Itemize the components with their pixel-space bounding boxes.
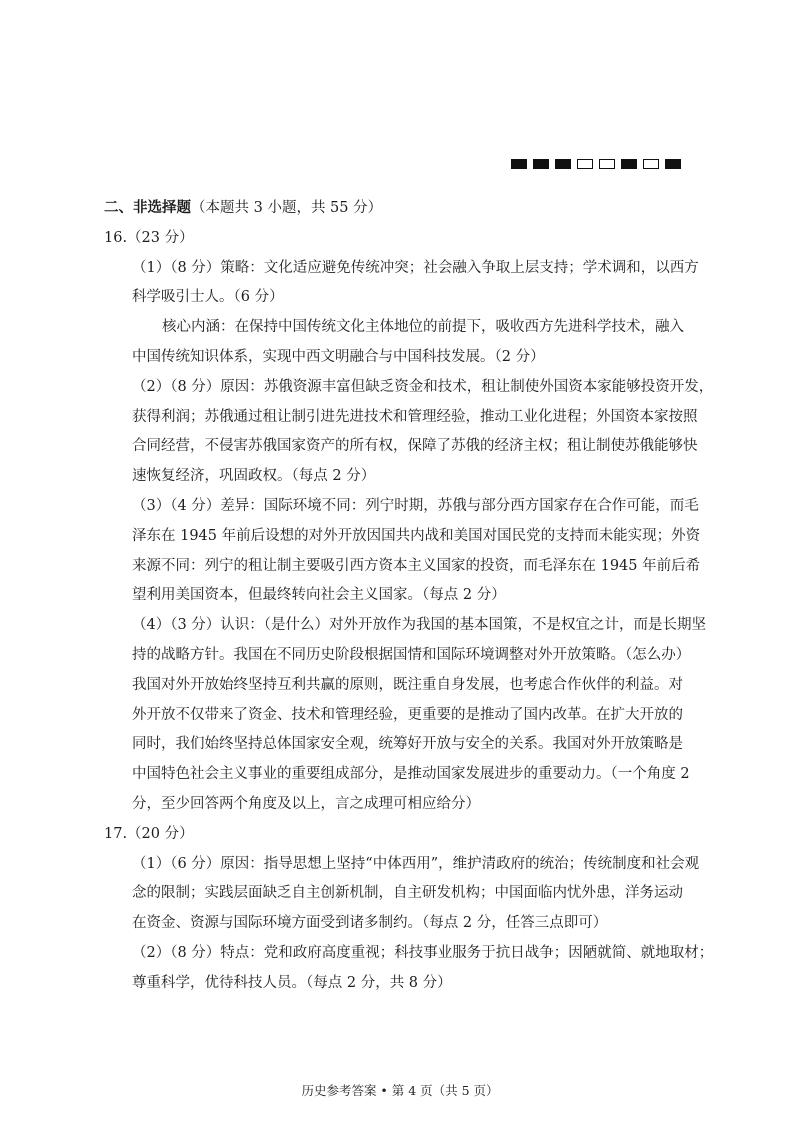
text-line: 念的限制；实践层面缺乏自主创新机制，自主研发机构；中国面临内忧外患，洋务运动 [132, 885, 683, 902]
text-line: 在资金、资源与国际环境方面受到诸多制约。（每点 2 分，任答三点即可） [132, 915, 608, 932]
text-line: 来源不同：列宁的租让制主要吸引西方资本主义国家的投资，而毛泽东在 1945 年前后希 [132, 557, 701, 574]
text-line: （1）（6 分）原因：指导思想上坚持“中体西用”，维护清政府的统治；传统制度和社会观 [132, 855, 700, 872]
section-heading [104, 193, 704, 224]
text-line: 17.（20 分） [104, 825, 194, 842]
text-line: 中国特色社会主义事业的重要组成部分，是推动国家发展进步的重要动力。（一个角度 2 [132, 766, 690, 783]
marker-filled [621, 159, 637, 169]
text-line: （1）（8 分）策略：文化适应避免传统冲突；社会融入争取上层支持；学术调和，以西方 [132, 259, 699, 276]
text-line: 尊重科学，优待科技人员。（每点 2 分，共 8 分） [132, 974, 452, 991]
marker-filled [533, 159, 549, 169]
marker-hollow [599, 159, 615, 169]
marker-hollow [643, 159, 659, 169]
text-line: 同时，我们始终坚持总体国家安全观，统筹好开放与安全的关系。我国对外开放策略是 [132, 736, 683, 753]
marker-filled [665, 159, 681, 169]
text-line: 中国传统知识体系，实现中西文明融合与中国科技发展。（2 分） [132, 348, 545, 365]
text-line: （2）（8 分）特点：党和政府高度重视；科技事业服务于抗日战争；因陋就简、就地取材； [132, 944, 714, 961]
section-title: 二、非选择题 [104, 199, 191, 216]
text-line: 合同经营，不侵害苏俄国家资产的所有权，保障了苏俄的经济主权；租让制使苏俄能够快 [132, 438, 698, 455]
text-line: 分，至少回答两个角度及以上，言之成理可相应给分） [132, 795, 480, 812]
text-line: 科学吸引士人。（6 分） [132, 289, 284, 306]
text-line: 速恢复经济，巩固政权。（每点 2 分） [132, 468, 376, 485]
text-line: 16.（23 分） [104, 229, 194, 246]
text-line: 获得利润；苏俄通过租让制引进先进技术和管理经验，推动工业化进程；外国资本家按照 [132, 408, 698, 425]
section-note: （本题共 3 小题，共 55 分） [191, 200, 383, 216]
text-line: （2）（8 分）原因：苏俄资源丰富但缺乏资金和技术，租让制使外国资本家能够投资开发， [132, 378, 714, 395]
marker-hollow [577, 159, 593, 169]
text-line: 泽东在 1945 年前后设想的对外开放因国共内战和美国对国民党的支持而未能实现；外资 [132, 527, 701, 544]
text-line: 望利用美国资本，但最终转向社会主义国家。（每点 2 分） [132, 587, 506, 604]
text-line: 外开放不仅带来了资金、技术和管理经验，更重要的是推动了国内改革。在扩大开放的 [132, 706, 683, 723]
answer-sheet-marks [511, 159, 681, 169]
marker-filled [511, 159, 527, 169]
text-line: 持的战略方针。我国在不同历史阶段根据国情和国际环境调整对外开放策略。（怎么办） [132, 646, 691, 663]
text-line: （3）（4 分）差异：国际环境不同：列宁时期，苏俄与部分西方国家存在合作可能，而毛 [132, 497, 699, 514]
text-line: 核心内涵：在保持中国传统文化主体地位的前提下，吸收西方先进科学技术，融入 [162, 319, 684, 336]
marker-filled [555, 159, 571, 169]
page-footer: 历史参考答案 • 第 4 页（共 5 页） [301, 1083, 499, 1098]
text-line: （4）（3 分）认识：（是什么）对外开放作为我国的基本国策，不是权宜之计，而是长期坚 [132, 617, 707, 634]
answer-lines [104, 224, 714, 999]
text-line: 我国对外开放始终坚持互利共赢的原则，既注重自身发展，也考虑合作伙伴的利益。对 [132, 676, 683, 693]
answer-content [104, 193, 714, 999]
